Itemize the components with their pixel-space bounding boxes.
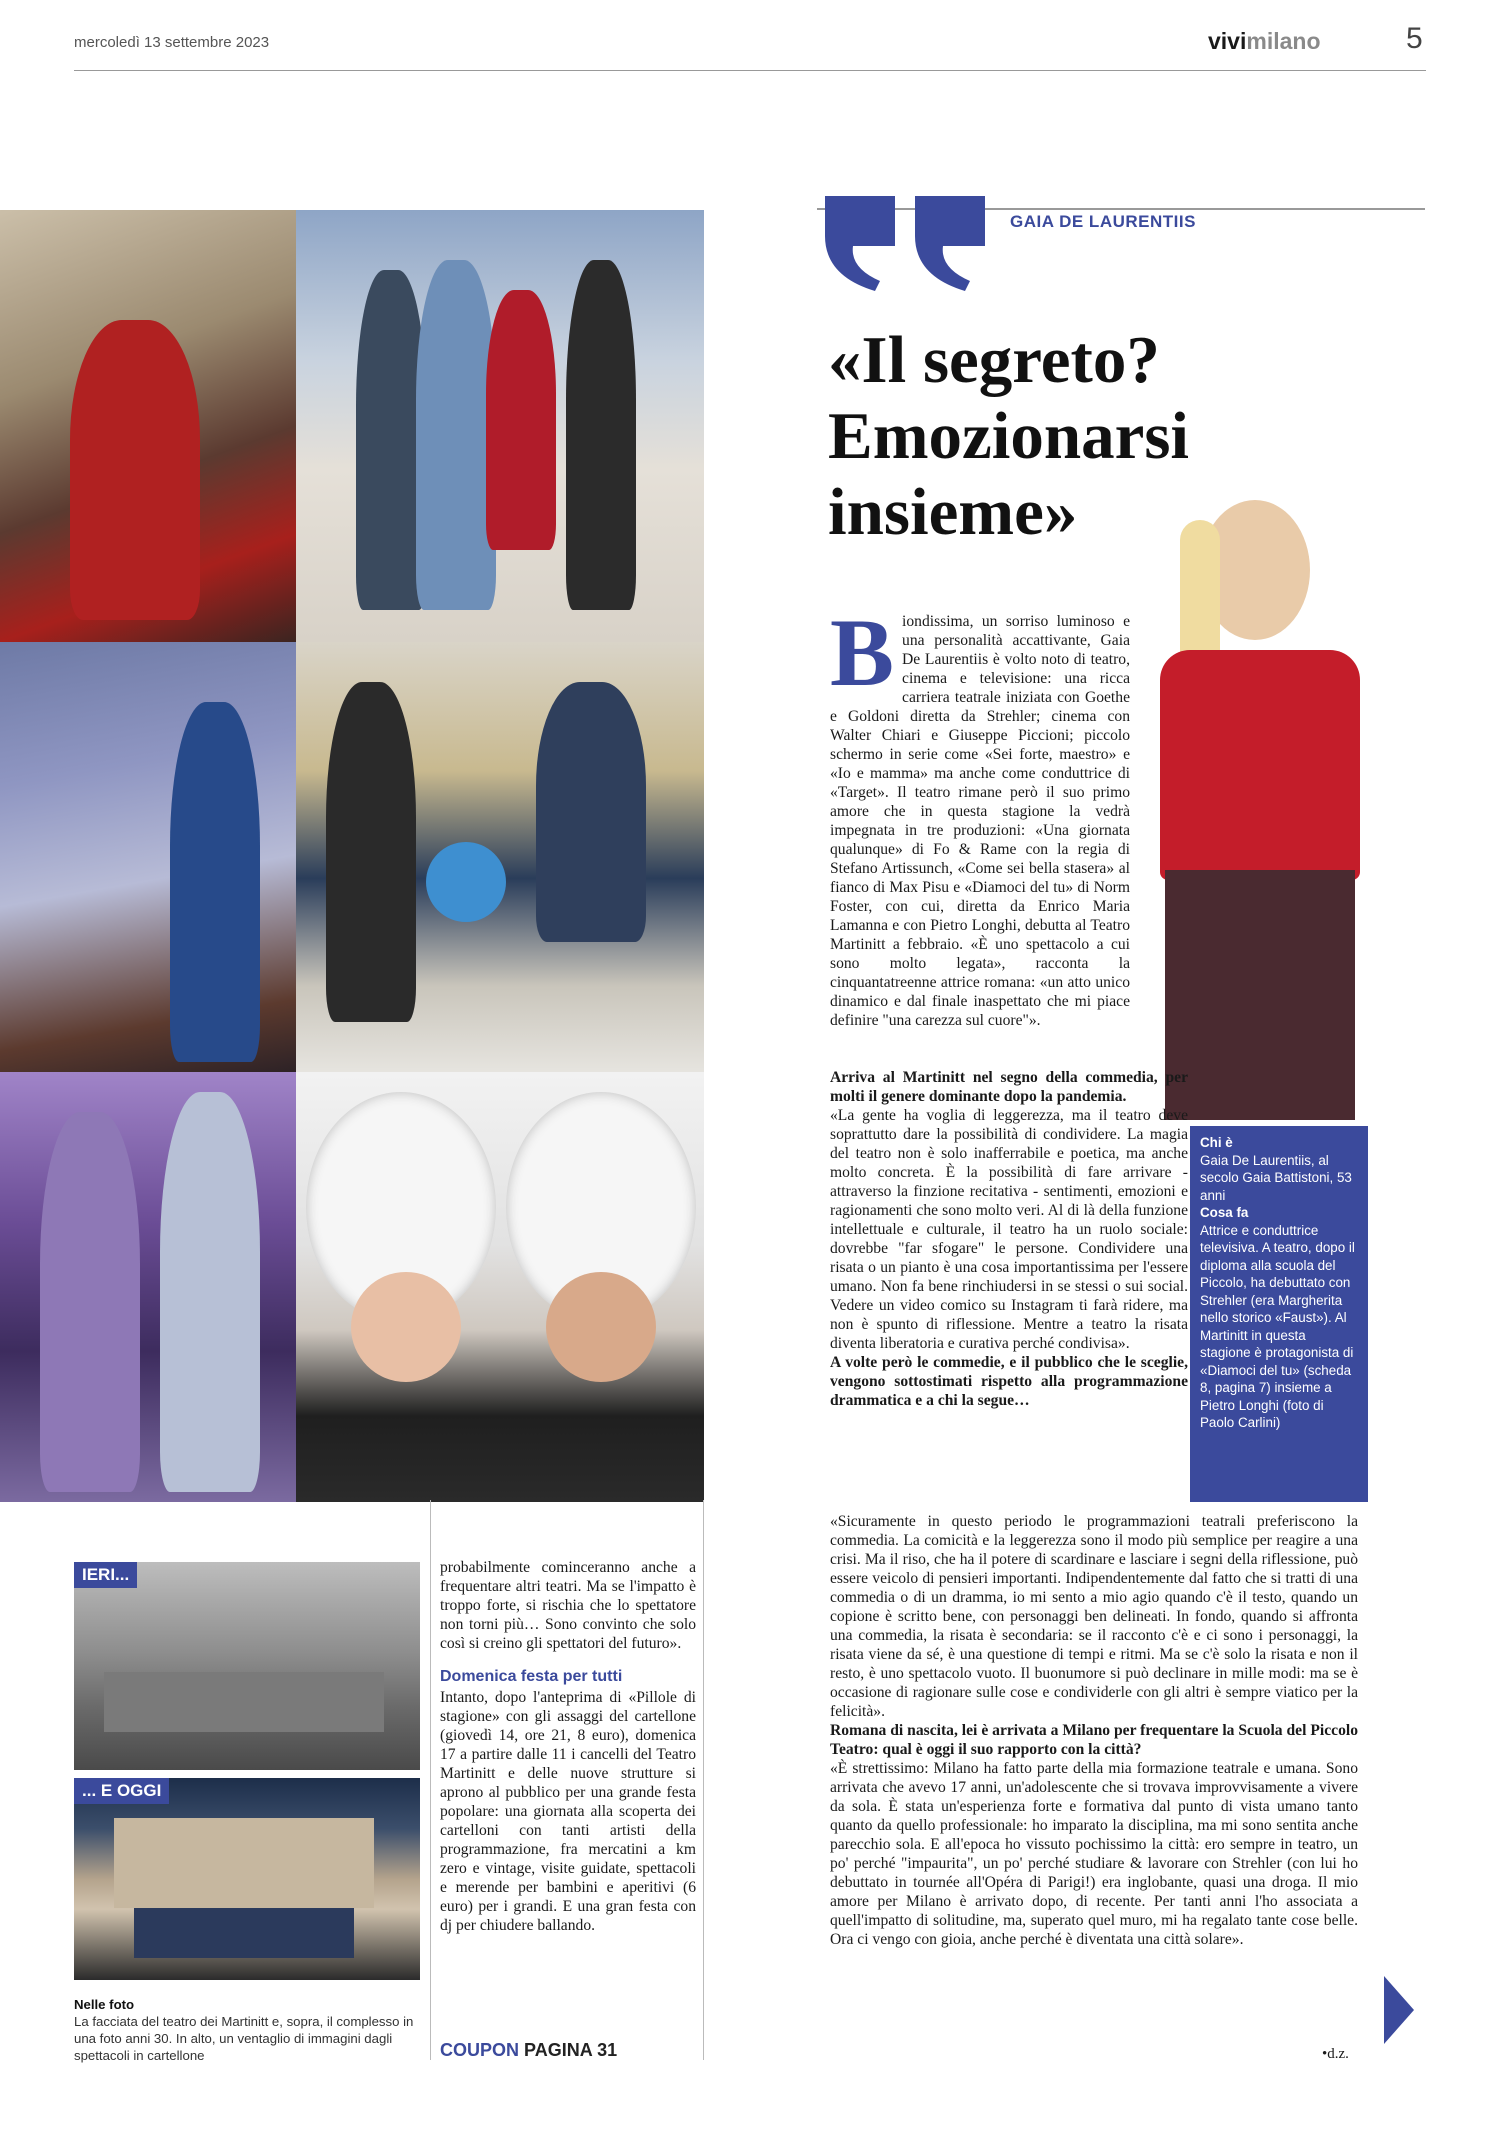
brand-logo [1208,28,1321,55]
show-photo-costume [0,1072,296,1502]
coupon-page-label: PAGINA [524,2040,593,2060]
article-intro [830,599,1130,1030]
signature: •d.z. [1322,2046,1349,2062]
question-2: A volte però le commedie, e il pubblico che le sceglie, vengono sottostimati rispetto alla programmazione drammatica e a chi la segue… [830,1354,1188,1409]
brand-logo-part1: vivi [1208,28,1247,54]
column-divider [430,1500,431,2060]
article-headline: «Il segreto? Emozionarsi insieme» [828,323,1190,549]
answer-2: «Sicuramente in questo periodo le programmazioni teatrali preferiscono la commedia. La comicità e la leggerezza sono il modo più semplice per reagire a una crisi. Ma il riso, che ha il potere di scardinare e lasciare i segni della riflessione, può essere veicolo di pensieri importanti. Indipendentemente dal fatto che si tratti di una commedia o di un dramma, io mi sento a mio agio quando c'è il testo, quando un copione è scritto bene, con personaggi ben delineati. In fondo, quando si affronta una commedia, la risata è secondaria: se il racconto c'è e ci sono i personaggi, la risata viene da sé, è una questione di tempi e ritmi. Ma se c'è solo la risata e non il resto, è uno spettacolo vuoto. Il buonumore si può declinare in mille modi: ma se è occasione di ragionare sulle cose e condividerle con gli altri è sempre viatico per la felicità». [830,1513,1358,1720]
article-author: GAIA DE LAURENTIIS [1010,212,1196,231]
info-who-title: Chi è [1200,1135,1233,1150]
coupon-page-number: 31 [597,2040,618,2060]
interview-part2 [830,1512,1358,1949]
caption-title: Nelle foto [74,1997,135,2012]
dropcap: B [830,599,895,706]
issue-date: mercoledì 13 settembre 2023 [74,34,270,51]
coupon-label: COUPON [440,2040,520,2060]
coupon-reference [440,2040,617,2061]
info-box [1190,1126,1368,1502]
side-article-continuation: probabilmente cominceranno anche a frequentare altri teatri. Ma se l'impatto è troppo forte, si rischia che lo spettatore non torni più… Sono convinto che solo così si creino gli spettatori del futuro». [440,1559,696,1652]
question-3: Romana di nascita, lei è arrivata a Milano per frequentare la Scuola del Piccolo Teatro: qual è oggi il suo rapporto con la città? [830,1722,1358,1758]
show-photo-wheelchair [0,210,296,642]
answer-3: «È strettissimo: Milano ha fatto parte della mia formazione teatrale e umana. Sono arrivata che avevo 17 anni, un'adolescente che si trovava improvvisamente a vivere da sola. È stata un'esperienza forte e formativa dal punto di vista umano tanto quanto da quello professionale: ho imparato la disciplina, ma mi sono sentita anche parecchio sola. E all'epoca ho vissuto pochissimo la città: ero sempre in teatro, un po' perché "impaurita", un po' perché studiare & lavorare con Strehler (con lui ho debuttato in tournée all'Opéra di Parigi!) era inglobante, quasi una droga. Il mio amore per Milano è arrivato dopo, di recente. Per tanti anni l'ho associata a quell'impatto di solitudine, ma, superato quel muro, mi ha regalato tante cose belle. Ora ci vengo con gioia, anche perché è diventata una città solare». [830,1760,1358,1948]
photo-theatre-then [74,1562,420,1770]
info-what-text: Attrice e conduttrice televisiva. A teatro, dopo il diploma alla scuola del Piccolo, ha debuttato con Strehler (era Margherita nello storico «Faust»). Al Martinitt in questa stagione è protagonista di «Diamoci del tu» (scheda 8, pagina 7) insieme a Pietro Longhi (foto di Paolo Carlini) [1200,1222,1355,1430]
interview-part1 [830,1068,1188,1410]
photo-theatre-now [74,1778,420,1980]
photo-caption [74,1996,420,2064]
tag-now: ... E OGGI [74,1778,169,1804]
continue-arrow-icon [1384,1976,1414,2044]
header-divider [74,70,1426,71]
brand-logo-part2: milano [1246,28,1321,54]
show-photo-sofa-globe [296,642,704,1072]
show-photo-stage [0,642,296,1072]
question-1: Arriva al Martinitt nel segno della commedia, per molti il genere dominante dopo la pandemia. [830,1069,1188,1105]
show-photo-wigs [296,1072,704,1502]
side-article [440,1558,696,1935]
column-divider [703,1500,704,2060]
page-number: 5 [1406,22,1423,55]
portrait-gaia-de-laurentiis [1140,500,1400,1120]
tag-then: IERI... [74,1562,137,1588]
info-who-text: Gaia De Laurentiis, al secolo Gaia Battistoni, 53 anni [1200,1152,1352,1203]
side-article-body: Intanto, dopo l'anteprima di «Pillole di stagione» con gli assaggi del cartellone (giovedì 14, ore 21, 8 euro), domenica 17 a partire dalle 11 i cancelli del Teatro Martinitt e delle nuove strutture si aprono al pubblico per una grande festa popolare: una giornata alla scoperta dei cartelloni con tanti artisti della programmazione, fra mercatini a km zero e vintage, visite guidate, spettacoli e merende per bambini e aperitivi (6 euro) per i grandi. E una gran festa con dj per chiudere ballando. [440,1689,696,1934]
caption-text: La facciata del teatro dei Martinitt e, sopra, il complesso in una foto anni 30. In alto, un ventaglio di immagini dagli spettacoli in cartellone [74,2014,414,2063]
show-photo-group-four [296,210,704,642]
side-article-subhead: Domenica festa per tutti [440,1668,623,1685]
intro-text: iondissima, un sorriso luminoso e una personalità accattivante, Gaia De Laurentiis è volto noto di teatro, cinema e televisione: una ricca carriera teatrale iniziata con Goethe e Goldoni diretta da Strehler; cinema con Walter Chiari e Giuseppe Piccioni; piccolo schermo in serie come «Sei forte, maestro» e «Io e mamma» ma anche come conduttrice di «Target». Il teatro rimane però il suo primo amore che in questa stagione la vedrà impegnata in tre produzioni: «Una giornata qualunque» di Fo & Rame con la regia di Stefano Artissunch, «Come sei bella stasera» al fianco di Max Pisu e «Diamoci del tu» di Norm Foster, con cui, diretta da Enrico Maria Lamanna e con Pietro Longhi, debutta al Teatro Martinitt a febbraio. «È uno spettacolo a cui sono molto legata», racconta la cinquantatreenne attrice romana: «un atto unico dinamico e dal finale inaspettato che mi piace definire "una carezza sul cuore"». [830,613,1130,1029]
answer-1: «La gente ha voglia di leggerezza, ma il teatro deve soprattutto dare la possibilità di condividere. La magia del teatro non è solo inafferrabile e poetica, ma anche molto concreta. È la possibilità di fare arrivare - attraverso la finzione recitativa - sentimenti, emozioni e ragionamenti che sono molto veri. Al di là della funzione intellettuale e culturale, il teatro ha un ruolo sociale: dovrebbe "far sfogare" le persone. Condividere una risata o un pianto è una cosa importantissima per l'essere umano. Non fa bene rinchiudersi in se stessi o sui social. Vedere un video comico su Instagram ti farà ridere, ma non è spunto di riflessione. Mentre a teatro la risata diventa liberatoria e curativa perché condivisa». [830,1107,1188,1352]
quote-icon [815,196,1005,296]
info-what-title: Cosa fa [1200,1205,1249,1220]
